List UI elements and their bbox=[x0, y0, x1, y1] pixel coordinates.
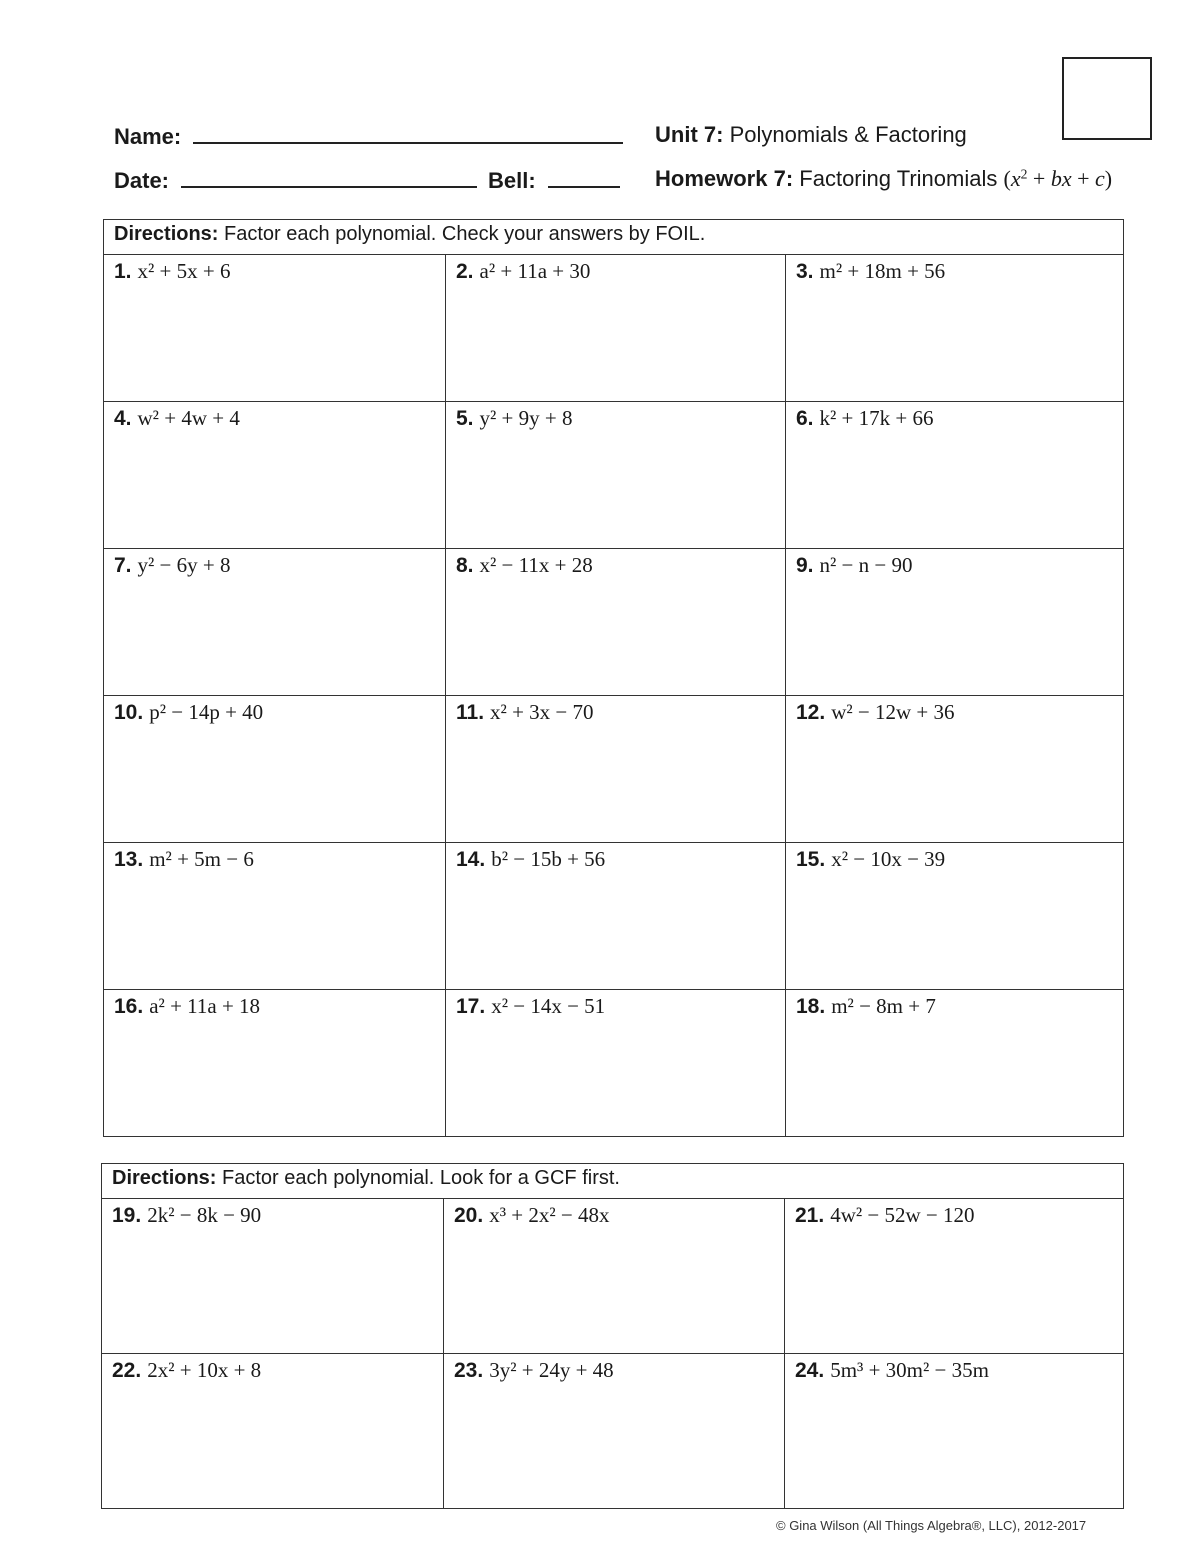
problem-number: 8. bbox=[456, 554, 474, 577]
problem-expression: 5m³ + 30m² − 35m bbox=[830, 1358, 989, 1382]
problem-cell[interactable] bbox=[785, 1354, 1124, 1509]
problem-number: 22. bbox=[112, 1359, 142, 1382]
problem-cell[interactable] bbox=[104, 990, 446, 1137]
bell-field bbox=[488, 168, 620, 194]
problem-expression: a² + 11a + 30 bbox=[479, 259, 591, 283]
section1-grid bbox=[103, 219, 1124, 1137]
problem-cell[interactable] bbox=[104, 696, 446, 843]
problem-expression: 2k² − 8k − 90 bbox=[147, 1203, 262, 1227]
problem-cell[interactable] bbox=[444, 1354, 785, 1509]
problem-expression: x² + 3x − 70 bbox=[490, 700, 594, 724]
problem-number: 14. bbox=[456, 848, 486, 871]
problem-expression: x² − 14x − 51 bbox=[491, 994, 606, 1018]
problem-expression: p² − 14p + 40 bbox=[149, 700, 264, 724]
problem-cell[interactable] bbox=[786, 990, 1124, 1137]
problem-number: 5. bbox=[456, 407, 474, 430]
problem-number: 21. bbox=[795, 1204, 825, 1227]
problem-expression: n² − n − 90 bbox=[819, 553, 913, 577]
problem-number: 1. bbox=[114, 260, 132, 283]
problem-expression: x² − 10x − 39 bbox=[831, 847, 946, 871]
problem-expression: m² + 5m − 6 bbox=[149, 847, 254, 871]
section1-directions-label: Directions: bbox=[114, 223, 219, 245]
problem-expression: m² + 18m + 56 bbox=[819, 259, 946, 283]
section2-directions-label: Directions: bbox=[112, 1167, 217, 1189]
problem-number: 7. bbox=[114, 554, 132, 577]
problem-number: 4. bbox=[114, 407, 132, 430]
problem-expression: 3y² + 24y + 48 bbox=[489, 1358, 614, 1382]
problem-cell[interactable] bbox=[104, 549, 446, 696]
problem-number: 10. bbox=[114, 701, 144, 724]
homework-title: Factoring Trinomials bbox=[799, 166, 998, 191]
problem-cell[interactable] bbox=[446, 843, 786, 990]
homework-form: ($x^2$ + bx + c) bbox=[1003, 166, 1113, 191]
unit-heading bbox=[655, 122, 967, 148]
homework-heading bbox=[655, 166, 1112, 192]
problem-expression: x³ + 2x² − 48x bbox=[489, 1203, 610, 1227]
problem-cell[interactable] bbox=[446, 255, 786, 402]
problem-cell[interactable] bbox=[786, 696, 1124, 843]
problem-number: 16. bbox=[114, 995, 144, 1018]
problem-number: 19. bbox=[112, 1204, 142, 1227]
problem-expression: x² − 11x + 28 bbox=[479, 553, 593, 577]
date-blank[interactable] bbox=[181, 170, 477, 188]
date-label: Date: bbox=[114, 168, 170, 193]
problem-cell[interactable] bbox=[102, 1199, 444, 1354]
problem-cell[interactable] bbox=[446, 549, 786, 696]
problem-expression: 2x² + 10x + 8 bbox=[147, 1358, 262, 1382]
problem-number: 20. bbox=[454, 1204, 484, 1227]
section1-directions bbox=[104, 220, 1124, 255]
problem-cell[interactable] bbox=[444, 1199, 785, 1354]
name-field bbox=[114, 124, 623, 150]
bell-label: Bell: bbox=[488, 168, 536, 193]
problem-expression: y² − 6y + 8 bbox=[137, 553, 231, 577]
section2-grid bbox=[101, 1163, 1124, 1509]
bell-blank[interactable] bbox=[548, 170, 620, 188]
problem-cell[interactable] bbox=[102, 1354, 444, 1509]
unit-label: Unit 7: bbox=[655, 122, 724, 147]
problem-expression: y² + 9y + 8 bbox=[479, 406, 573, 430]
problem-number: 2. bbox=[456, 260, 474, 283]
name-blank[interactable] bbox=[193, 126, 623, 144]
problem-cell[interactable] bbox=[446, 696, 786, 843]
problem-number: 17. bbox=[456, 995, 486, 1018]
date-field bbox=[114, 168, 477, 194]
homework-label: Homework 7: bbox=[655, 166, 794, 191]
problem-expression: b² − 15b + 56 bbox=[491, 847, 606, 871]
problem-expression: x² + 5x + 6 bbox=[137, 259, 231, 283]
section2-directions bbox=[102, 1164, 1124, 1199]
section1-directions-text: Factor each polynomial. Check your answers by FOIL. bbox=[224, 223, 706, 245]
problem-expression: k² + 17k + 66 bbox=[819, 406, 934, 430]
name-label: Name: bbox=[114, 124, 182, 149]
problem-expression: 4w² − 52w − 120 bbox=[830, 1203, 975, 1227]
problem-number: 11. bbox=[456, 701, 485, 724]
problem-number: 18. bbox=[796, 995, 826, 1018]
problem-cell[interactable] bbox=[786, 843, 1124, 990]
problem-number: 24. bbox=[795, 1359, 825, 1382]
problem-cell[interactable] bbox=[786, 549, 1124, 696]
problem-expression: w² − 12w + 36 bbox=[831, 700, 955, 724]
problem-cell[interactable] bbox=[786, 255, 1124, 402]
unit-title: Polynomials & Factoring bbox=[729, 122, 967, 147]
problem-expression: m² − 8m + 7 bbox=[831, 994, 936, 1018]
problem-number: 3. bbox=[796, 260, 814, 283]
problem-number: 6. bbox=[796, 407, 814, 430]
section2-directions-text: Factor each polynomial. Look for a GCF first. bbox=[222, 1167, 620, 1189]
score-box bbox=[1062, 57, 1152, 140]
problem-number: 23. bbox=[454, 1359, 484, 1382]
problem-number: 12. bbox=[796, 701, 826, 724]
problem-cell[interactable] bbox=[786, 402, 1124, 549]
problem-cell[interactable] bbox=[104, 255, 446, 402]
problem-expression: w² + 4w + 4 bbox=[137, 406, 240, 430]
problem-cell[interactable] bbox=[785, 1199, 1124, 1354]
problem-cell[interactable] bbox=[446, 402, 786, 549]
problem-cell[interactable] bbox=[104, 843, 446, 990]
problem-expression: a² + 11a + 18 bbox=[149, 994, 261, 1018]
problem-cell[interactable] bbox=[104, 402, 446, 549]
copyright: © Gina Wilson (All Things Algebra®, LLC), 2012-2017 bbox=[776, 1518, 1087, 1533]
problem-number: 9. bbox=[796, 554, 814, 577]
problem-number: 15. bbox=[796, 848, 826, 871]
problem-cell[interactable] bbox=[446, 990, 786, 1137]
problem-number: 13. bbox=[114, 848, 144, 871]
